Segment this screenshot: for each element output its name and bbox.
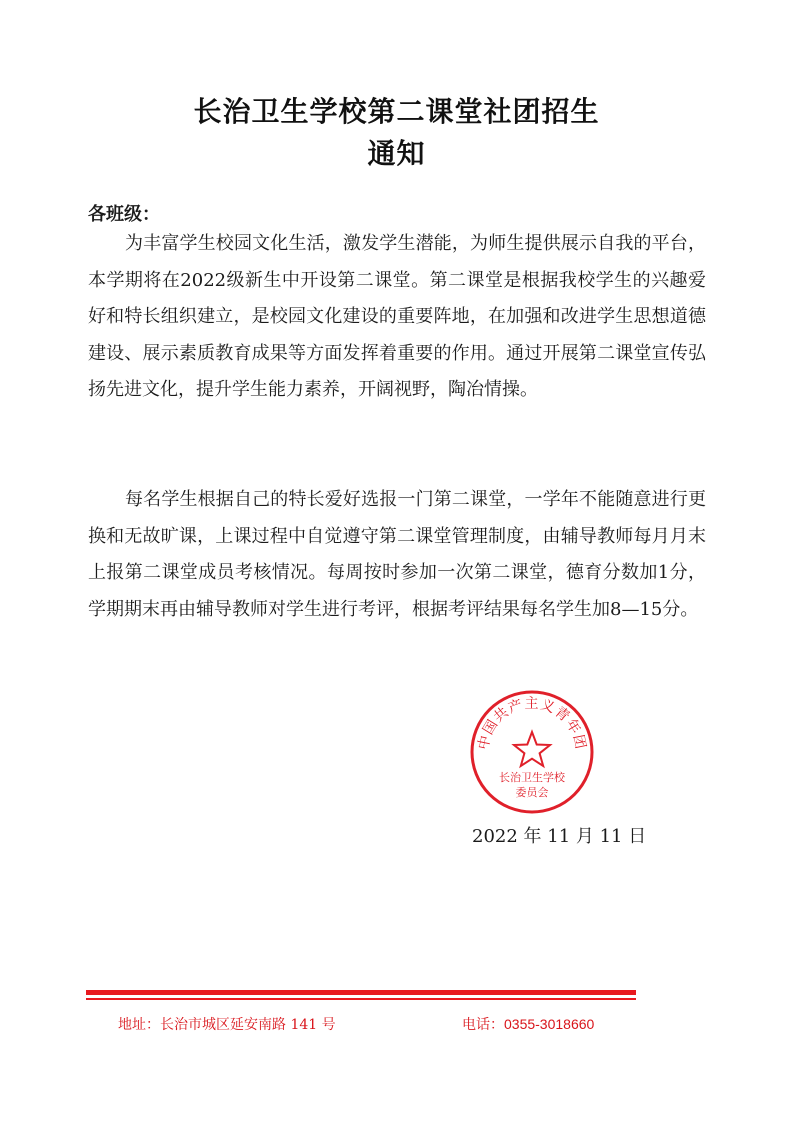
- body-paragraph-1: 为丰富学生校园文化生活，激发学生潜能，为师生提供展示自我的平台，本学期将在2022级新生中开设第二课堂。第二课堂是根据我校学生的兴趣爱好和特长组织建立，是校园文化建设的重要阵地，在加强和改进学生思想道德建设、展示素质教育成果等方面发挥着重要的作用。通过开展第二课堂宣传弘扬先进文化，提升学生能力素养，开阔视野，陶冶情操。: [88, 233, 706, 401]
- footer-phone: 电话：0355-3018660: [462, 1016, 595, 1032]
- footer-address: 地址：长治市城区延安南路 141 号: [118, 1017, 336, 1033]
- greeting: 各班级：: [88, 204, 160, 225]
- body-paragraph-2: 每名学生根据自己的特长爱好选报一门第二课堂，一学年不能随意进行更换和无故旷课，上课过程中自觉遵守第二课堂管理制度，由辅导教师每月月末上报第二课堂成员考核情况。每周按时参加一次第二课堂，德育分数加1分，学期期末再由辅导教师对学生进行考评，根据考评结果每名学生加8—15分。: [88, 489, 706, 620]
- document-title: 长治卫生学校第二课堂社团招生: [193, 95, 600, 128]
- footer-rule-thin: [86, 998, 636, 1000]
- seal-school-name: 长治卫生学校: [499, 771, 565, 784]
- seal-ring-text: 中国共产主义青年团: [475, 696, 589, 752]
- seal-star-icon: [514, 732, 550, 766]
- issue-date: 2022 年 11 月 11 日: [472, 826, 647, 847]
- official-seal: [468, 688, 596, 816]
- seal-committee: 委员会: [515, 786, 549, 799]
- document-title-line2: 通知: [367, 137, 426, 170]
- footer-rule-thick: [86, 990, 636, 995]
